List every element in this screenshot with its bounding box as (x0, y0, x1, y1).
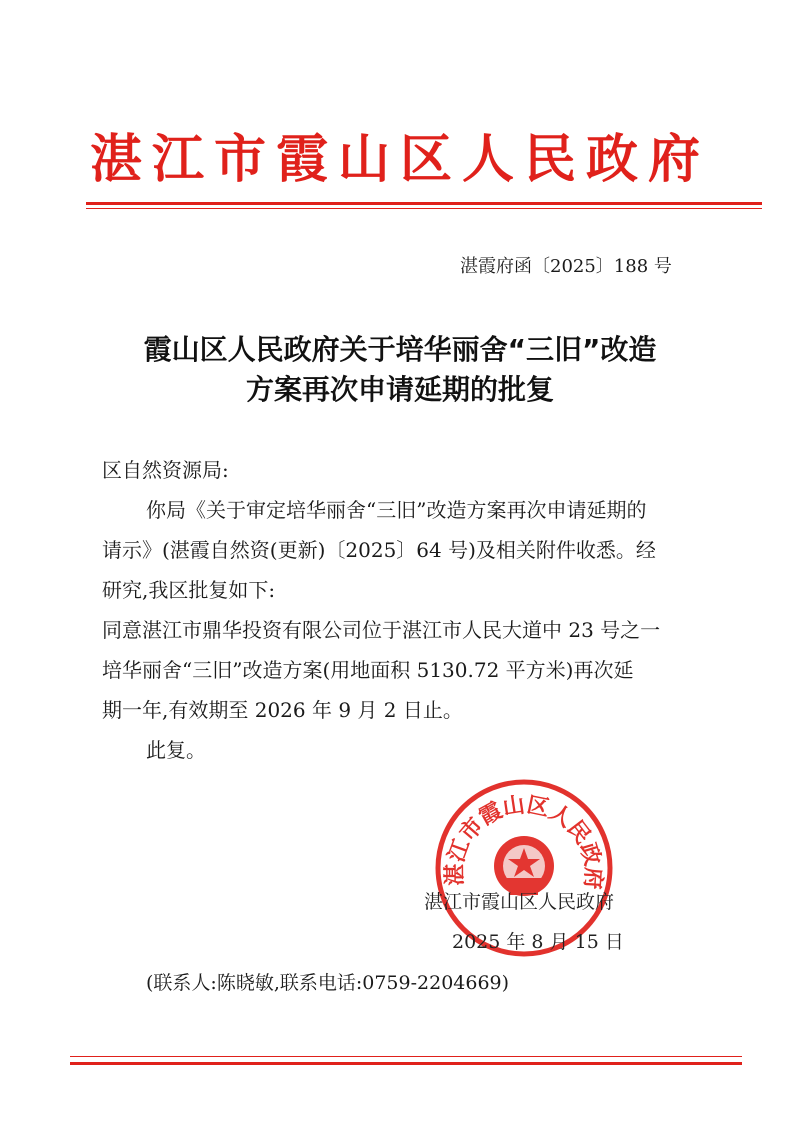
footer-rule-thick (70, 1062, 742, 1065)
document-title-line-1: 霞山区人民政府关于培华丽舍“三旧”改造 (143, 333, 657, 366)
body-line: 你局《关于审定培华丽舍“三旧”改造方案再次申请延期的 (146, 498, 647, 522)
document-title-line-2: 方案再次申请延期的批复 (245, 373, 554, 406)
document-number: 湛霞府函〔2025〕188 号 (460, 256, 672, 277)
footer-rule-thin (70, 1056, 742, 1057)
masthead-title: 湛江市霞山区人民政府 (89, 129, 710, 190)
addressee: 区自然资源局: (102, 458, 229, 482)
contact-info: (联系人:陈晓敏,联系电话:0759-2204669) (146, 972, 510, 994)
issue-date: 2025 年 8 月 15 日 (452, 931, 624, 953)
body-line: 研究,我区批复如下: (102, 578, 276, 602)
masthead-rule-thick (86, 202, 762, 205)
masthead-rule-thin (86, 208, 762, 209)
seal-text: 湛江市霞山区人民政府 (441, 791, 607, 891)
body-line: 培华丽舍“三旧”改造方案(用地面积 5130.72 平方米)再次延 (102, 658, 634, 682)
signatory: 湛江市霞山区人民政府 (424, 891, 615, 913)
body-line: 同意湛江市鼎华投资有限公司位于湛江市人民大道中 23 号之一 (102, 618, 661, 642)
body-line: 期一年,有效期至 2026 年 9 月 2 日止。 (102, 698, 463, 722)
body-line: 请示》(湛霞自然资(更新)〔2025〕64 号)及相关附件收悉。经 (102, 538, 656, 562)
closing-text: 此复。 (146, 738, 206, 762)
national-emblem-icon (494, 836, 554, 896)
